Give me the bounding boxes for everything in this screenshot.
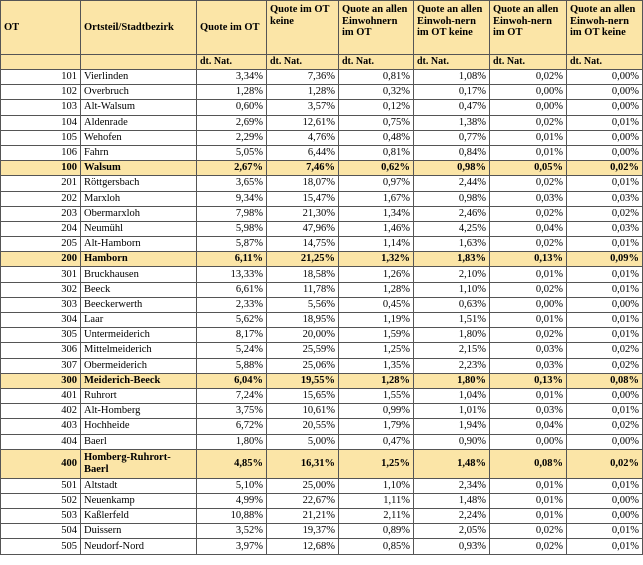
- value-cell: 7,98%: [197, 206, 267, 221]
- value-cell: 12,61%: [267, 115, 339, 130]
- value-cell: 10,61%: [267, 404, 339, 419]
- value-cell: 0,01%: [490, 145, 567, 160]
- value-cell: 0,02%: [567, 449, 643, 478]
- table-row: [1, 130, 643, 145]
- district-name-cell: Wehofen: [81, 130, 197, 145]
- value-cell: 1,83%: [414, 252, 490, 267]
- value-cell: 0,01%: [567, 267, 643, 282]
- value-cell: 0,75%: [339, 115, 414, 130]
- table-row: [1, 493, 643, 508]
- ot-code-cell: 200: [1, 252, 81, 267]
- value-cell: 0,00%: [567, 493, 643, 508]
- value-cell: 1,48%: [414, 449, 490, 478]
- value-cell: 1,80%: [414, 328, 490, 343]
- value-cell: 12,68%: [267, 539, 339, 554]
- value-cell: 0,00%: [567, 509, 643, 524]
- header-row: [1, 1, 643, 55]
- unit-cell: dt. Nat.: [339, 55, 414, 70]
- value-cell: 0,00%: [567, 297, 643, 312]
- value-cell: 5,87%: [197, 237, 267, 252]
- table-row: [1, 388, 643, 403]
- value-cell: 0,01%: [567, 115, 643, 130]
- value-cell: 0,00%: [567, 145, 643, 160]
- value-cell: 0,02%: [567, 206, 643, 221]
- value-cell: 1,14%: [339, 237, 414, 252]
- value-cell: 4,25%: [414, 221, 490, 236]
- value-cell: 5,24%: [197, 343, 267, 358]
- value-cell: 7,24%: [197, 388, 267, 403]
- value-cell: 2,11%: [339, 509, 414, 524]
- ot-code-cell: 100: [1, 161, 81, 176]
- value-cell: 3,57%: [267, 100, 339, 115]
- value-cell: 1,59%: [339, 328, 414, 343]
- ot-code-cell: 202: [1, 191, 81, 206]
- value-cell: 0,97%: [339, 176, 414, 191]
- table-row: [1, 267, 643, 282]
- district-name-cell: Overbruch: [81, 85, 197, 100]
- col-header-quote-einwohner: Quote an allen Einwohnern im OT: [339, 1, 414, 55]
- value-cell: 0,04%: [490, 419, 567, 434]
- value-cell: 0,89%: [339, 524, 414, 539]
- col-header-ot: OT: [1, 1, 81, 55]
- value-cell: 0,98%: [414, 161, 490, 176]
- value-cell: 0,02%: [490, 206, 567, 221]
- ot-code-cell: 404: [1, 434, 81, 449]
- value-cell: 1,28%: [339, 373, 414, 388]
- ot-code-cell: 103: [1, 100, 81, 115]
- value-cell: 5,05%: [197, 145, 267, 160]
- value-cell: 0,00%: [490, 297, 567, 312]
- district-name-cell: Bruckhausen: [81, 267, 197, 282]
- district-name-cell: Meiderich-Beeck: [81, 373, 197, 388]
- value-cell: 1,10%: [339, 478, 414, 493]
- value-cell: 1,10%: [414, 282, 490, 297]
- value-cell: 0,85%: [339, 539, 414, 554]
- value-cell: 3,75%: [197, 404, 267, 419]
- value-cell: 1,34%: [339, 206, 414, 221]
- district-name-cell: Homberg-Ruhrort-Baerl: [81, 449, 197, 478]
- unit-row: [1, 55, 643, 70]
- value-cell: 0,00%: [567, 85, 643, 100]
- ot-code-cell: 503: [1, 509, 81, 524]
- ot-code-cell: 302: [1, 282, 81, 297]
- table-row: [1, 297, 643, 312]
- table-row: [1, 539, 643, 554]
- ot-code-cell: 504: [1, 524, 81, 539]
- value-cell: 0,01%: [490, 313, 567, 328]
- ot-code-cell: 402: [1, 404, 81, 419]
- district-name-cell: Röttgersbach: [81, 176, 197, 191]
- col-header-quote-einwohner-keine: Quote an allen Einwoh-nern im OT keine: [414, 1, 490, 55]
- value-cell: 4,85%: [197, 449, 267, 478]
- col-header-quote-im-ot: Quote im OT: [197, 1, 267, 55]
- district-name-cell: Alt-Homberg: [81, 404, 197, 419]
- value-cell: 18,95%: [267, 313, 339, 328]
- table-row: [1, 115, 643, 130]
- summary-row: [1, 449, 643, 478]
- value-cell: 2,23%: [414, 358, 490, 373]
- value-cell: 0,99%: [339, 404, 414, 419]
- value-cell: 2,33%: [197, 297, 267, 312]
- value-cell: 0,81%: [339, 145, 414, 160]
- summary-row: [1, 252, 643, 267]
- unit-cell: [81, 55, 197, 70]
- value-cell: 0,03%: [567, 191, 643, 206]
- value-cell: 3,52%: [197, 524, 267, 539]
- value-cell: 19,55%: [267, 373, 339, 388]
- table-row: [1, 313, 643, 328]
- value-cell: 3,65%: [197, 176, 267, 191]
- value-cell: 0,00%: [567, 130, 643, 145]
- value-cell: 0,98%: [414, 191, 490, 206]
- value-cell: 2,29%: [197, 130, 267, 145]
- value-cell: 0,09%: [567, 252, 643, 267]
- value-cell: 7,46%: [267, 161, 339, 176]
- value-cell: 8,17%: [197, 328, 267, 343]
- value-cell: 1,28%: [267, 85, 339, 100]
- value-cell: 15,47%: [267, 191, 339, 206]
- value-cell: 3,34%: [197, 70, 267, 85]
- value-cell: 0,03%: [490, 191, 567, 206]
- value-cell: 0,77%: [414, 130, 490, 145]
- ot-code-cell: 104: [1, 115, 81, 130]
- district-name-cell: Baerl: [81, 434, 197, 449]
- value-cell: 0,93%: [414, 539, 490, 554]
- value-cell: 0,01%: [490, 478, 567, 493]
- district-name-cell: Beeck: [81, 282, 197, 297]
- value-cell: 1,51%: [414, 313, 490, 328]
- value-cell: 3,97%: [197, 539, 267, 554]
- value-cell: 1,28%: [197, 85, 267, 100]
- value-cell: 1,67%: [339, 191, 414, 206]
- value-cell: 0,02%: [490, 282, 567, 297]
- table-body: [1, 70, 643, 555]
- value-cell: 0,04%: [490, 221, 567, 236]
- district-name-cell: Altstadt: [81, 478, 197, 493]
- ot-code-cell: 305: [1, 328, 81, 343]
- value-cell: 0,13%: [490, 373, 567, 388]
- value-cell: 0,32%: [339, 85, 414, 100]
- value-cell: 0,48%: [339, 130, 414, 145]
- ot-code-cell: 403: [1, 419, 81, 434]
- ot-code-cell: 502: [1, 493, 81, 508]
- value-cell: 1,25%: [339, 449, 414, 478]
- value-cell: 0,02%: [490, 524, 567, 539]
- unit-cell: dt. Nat.: [267, 55, 339, 70]
- value-cell: 0,02%: [490, 237, 567, 252]
- value-cell: 0,00%: [567, 100, 643, 115]
- value-cell: 1,46%: [339, 221, 414, 236]
- value-cell: 19,37%: [267, 524, 339, 539]
- table-row: [1, 145, 643, 160]
- value-cell: 0,01%: [567, 237, 643, 252]
- value-cell: 25,06%: [267, 358, 339, 373]
- ot-code-cell: 105: [1, 130, 81, 145]
- value-cell: 0,01%: [567, 478, 643, 493]
- value-cell: 2,67%: [197, 161, 267, 176]
- ot-code-cell: 401: [1, 388, 81, 403]
- ot-code-cell: 106: [1, 145, 81, 160]
- value-cell: 0,63%: [414, 297, 490, 312]
- value-cell: 1,32%: [339, 252, 414, 267]
- value-cell: 25,00%: [267, 478, 339, 493]
- value-cell: 25,59%: [267, 343, 339, 358]
- value-cell: 0,01%: [490, 388, 567, 403]
- district-name-cell: Neuenkamp: [81, 493, 197, 508]
- value-cell: 5,88%: [197, 358, 267, 373]
- table-row: [1, 176, 643, 191]
- table-row: [1, 237, 643, 252]
- value-cell: 4,76%: [267, 130, 339, 145]
- table-row: [1, 191, 643, 206]
- table-row: [1, 478, 643, 493]
- district-name-cell: Hochheide: [81, 419, 197, 434]
- value-cell: 0,45%: [339, 297, 414, 312]
- table-row: [1, 434, 643, 449]
- value-cell: 0,81%: [339, 70, 414, 85]
- value-cell: 1,28%: [339, 282, 414, 297]
- value-cell: 21,25%: [267, 252, 339, 267]
- value-cell: 20,55%: [267, 419, 339, 434]
- col-header-quote-einwohner-2: Quote an allen Einwoh-nern im OT: [490, 1, 567, 55]
- value-cell: 0,01%: [567, 404, 643, 419]
- value-cell: 1,79%: [339, 419, 414, 434]
- value-cell: 6,11%: [197, 252, 267, 267]
- value-cell: 1,35%: [339, 358, 414, 373]
- value-cell: 14,75%: [267, 237, 339, 252]
- value-cell: 4,99%: [197, 493, 267, 508]
- ot-code-cell: 102: [1, 85, 81, 100]
- value-cell: 1,01%: [414, 404, 490, 419]
- table-row: [1, 509, 643, 524]
- district-name-cell: Neudorf-Nord: [81, 539, 197, 554]
- value-cell: 6,61%: [197, 282, 267, 297]
- summary-row: [1, 373, 643, 388]
- summary-row: [1, 161, 643, 176]
- value-cell: 0,02%: [567, 419, 643, 434]
- value-cell: 2,44%: [414, 176, 490, 191]
- value-cell: 6,72%: [197, 419, 267, 434]
- ot-code-cell: 101: [1, 70, 81, 85]
- value-cell: 2,69%: [197, 115, 267, 130]
- value-cell: 16,31%: [267, 449, 339, 478]
- value-cell: 6,44%: [267, 145, 339, 160]
- district-name-cell: Kaßlerfeld: [81, 509, 197, 524]
- value-cell: 9,34%: [197, 191, 267, 206]
- district-name-cell: Duissern: [81, 524, 197, 539]
- value-cell: 15,65%: [267, 388, 339, 403]
- table-row: [1, 343, 643, 358]
- value-cell: 5,00%: [267, 434, 339, 449]
- value-cell: 0,08%: [490, 449, 567, 478]
- district-name-cell: Aldenrade: [81, 115, 197, 130]
- value-cell: 0,05%: [490, 161, 567, 176]
- value-cell: 0,01%: [567, 524, 643, 539]
- value-cell: 1,11%: [339, 493, 414, 508]
- value-cell: 0,00%: [490, 100, 567, 115]
- table-row: [1, 85, 643, 100]
- value-cell: 2,34%: [414, 478, 490, 493]
- district-name-cell: Walsum: [81, 161, 197, 176]
- value-cell: 0,08%: [567, 373, 643, 388]
- col-header-quote-einwohner-keine-2: Quote an allen Einwoh-nern im OT keine: [567, 1, 643, 55]
- value-cell: 2,15%: [414, 343, 490, 358]
- col-header-quote-im-ot-keine: Quote im OT keine: [267, 1, 339, 55]
- ot-code-cell: 505: [1, 539, 81, 554]
- value-cell: 1,94%: [414, 419, 490, 434]
- value-cell: 1,63%: [414, 237, 490, 252]
- value-cell: 0,01%: [567, 282, 643, 297]
- value-cell: 18,58%: [267, 267, 339, 282]
- district-name-cell: Hamborn: [81, 252, 197, 267]
- value-cell: 0,02%: [567, 358, 643, 373]
- ot-code-cell: 400: [1, 449, 81, 478]
- col-header-ortsteil: Ortsteil/Stadtbezirk: [81, 1, 197, 55]
- district-name-cell: Fahrn: [81, 145, 197, 160]
- district-name-cell: Marxloh: [81, 191, 197, 206]
- value-cell: 10,88%: [197, 509, 267, 524]
- table-row: [1, 404, 643, 419]
- table-row: [1, 282, 643, 297]
- table-row: [1, 206, 643, 221]
- district-name-cell: Mittelmeiderich: [81, 343, 197, 358]
- ot-code-cell: 201: [1, 176, 81, 191]
- table-row: [1, 419, 643, 434]
- value-cell: 0,47%: [414, 100, 490, 115]
- value-cell: 0,01%: [490, 130, 567, 145]
- value-cell: 1,08%: [414, 70, 490, 85]
- ot-code-cell: 301: [1, 267, 81, 282]
- value-cell: 0,01%: [567, 328, 643, 343]
- ot-code-cell: 306: [1, 343, 81, 358]
- table-row: [1, 70, 643, 85]
- value-cell: 0,17%: [414, 85, 490, 100]
- value-cell: 1,48%: [414, 493, 490, 508]
- value-cell: 21,30%: [267, 206, 339, 221]
- value-cell: 5,10%: [197, 478, 267, 493]
- value-cell: 1,80%: [414, 373, 490, 388]
- value-cell: 5,56%: [267, 297, 339, 312]
- value-cell: 0,03%: [490, 358, 567, 373]
- value-cell: 0,01%: [567, 539, 643, 554]
- value-cell: 47,96%: [267, 221, 339, 236]
- value-cell: 0,03%: [490, 343, 567, 358]
- unit-cell: dt. Nat.: [197, 55, 267, 70]
- district-name-cell: Vierlinden: [81, 70, 197, 85]
- unit-cell: dt. Nat.: [490, 55, 567, 70]
- value-cell: 0,12%: [339, 100, 414, 115]
- value-cell: 0,13%: [490, 252, 567, 267]
- value-cell: 6,04%: [197, 373, 267, 388]
- district-name-cell: Alt-Hamborn: [81, 237, 197, 252]
- value-cell: 0,60%: [197, 100, 267, 115]
- ot-code-cell: 203: [1, 206, 81, 221]
- value-cell: 0,00%: [567, 434, 643, 449]
- ot-code-cell: 501: [1, 478, 81, 493]
- table-row: [1, 221, 643, 236]
- value-cell: 2,05%: [414, 524, 490, 539]
- value-cell: 0,01%: [567, 176, 643, 191]
- ot-code-cell: 204: [1, 221, 81, 236]
- ot-code-cell: 304: [1, 313, 81, 328]
- value-cell: 5,98%: [197, 221, 267, 236]
- value-cell: 21,21%: [267, 509, 339, 524]
- value-cell: 1,38%: [414, 115, 490, 130]
- value-cell: 0,01%: [490, 267, 567, 282]
- value-cell: 0,01%: [567, 313, 643, 328]
- value-cell: 0,01%: [490, 509, 567, 524]
- unit-cell: dt. Nat.: [414, 55, 490, 70]
- value-cell: 0,02%: [567, 343, 643, 358]
- value-cell: 0,02%: [490, 539, 567, 554]
- value-cell: 1,19%: [339, 313, 414, 328]
- district-name-cell: Beeckerwerth: [81, 297, 197, 312]
- unit-cell: [1, 55, 81, 70]
- district-name-cell: Obermeiderich: [81, 358, 197, 373]
- value-cell: 5,62%: [197, 313, 267, 328]
- district-name-cell: Alt-Walsum: [81, 100, 197, 115]
- district-name-cell: Laar: [81, 313, 197, 328]
- value-cell: 0,00%: [490, 434, 567, 449]
- ot-code-cell: 307: [1, 358, 81, 373]
- value-cell: 0,02%: [567, 161, 643, 176]
- value-cell: 0,03%: [567, 221, 643, 236]
- value-cell: 1,25%: [339, 343, 414, 358]
- table-row: [1, 100, 643, 115]
- value-cell: 0,00%: [567, 70, 643, 85]
- value-cell: 1,55%: [339, 388, 414, 403]
- value-cell: 0,02%: [490, 176, 567, 191]
- value-cell: 2,24%: [414, 509, 490, 524]
- district-name-cell: Ruhrort: [81, 388, 197, 403]
- value-cell: 0,03%: [490, 404, 567, 419]
- value-cell: 2,10%: [414, 267, 490, 282]
- value-cell: 0,47%: [339, 434, 414, 449]
- unit-cell: dt. Nat.: [567, 55, 643, 70]
- district-name-cell: Untermeiderich: [81, 328, 197, 343]
- value-cell: 2,46%: [414, 206, 490, 221]
- value-cell: 1,80%: [197, 434, 267, 449]
- value-cell: 0,00%: [567, 388, 643, 403]
- district-name-cell: Neumühl: [81, 221, 197, 236]
- value-cell: 0,84%: [414, 145, 490, 160]
- value-cell: 13,33%: [197, 267, 267, 282]
- value-cell: 0,01%: [490, 493, 567, 508]
- value-cell: 7,36%: [267, 70, 339, 85]
- table-row: [1, 524, 643, 539]
- ot-code-cell: 205: [1, 237, 81, 252]
- ot-code-cell: 303: [1, 297, 81, 312]
- value-cell: 0,00%: [490, 85, 567, 100]
- ot-code-cell: 300: [1, 373, 81, 388]
- value-cell: 0,02%: [490, 70, 567, 85]
- value-cell: 1,04%: [414, 388, 490, 403]
- value-cell: 22,67%: [267, 493, 339, 508]
- table-row: [1, 328, 643, 343]
- value-cell: 18,07%: [267, 176, 339, 191]
- value-cell: 0,62%: [339, 161, 414, 176]
- value-cell: 0,90%: [414, 434, 490, 449]
- value-cell: 0,02%: [490, 115, 567, 130]
- district-name-cell: Obermarxloh: [81, 206, 197, 221]
- table-row: [1, 358, 643, 373]
- value-cell: 0,02%: [490, 328, 567, 343]
- value-cell: 1,26%: [339, 267, 414, 282]
- value-cell: 20,00%: [267, 328, 339, 343]
- value-cell: 11,78%: [267, 282, 339, 297]
